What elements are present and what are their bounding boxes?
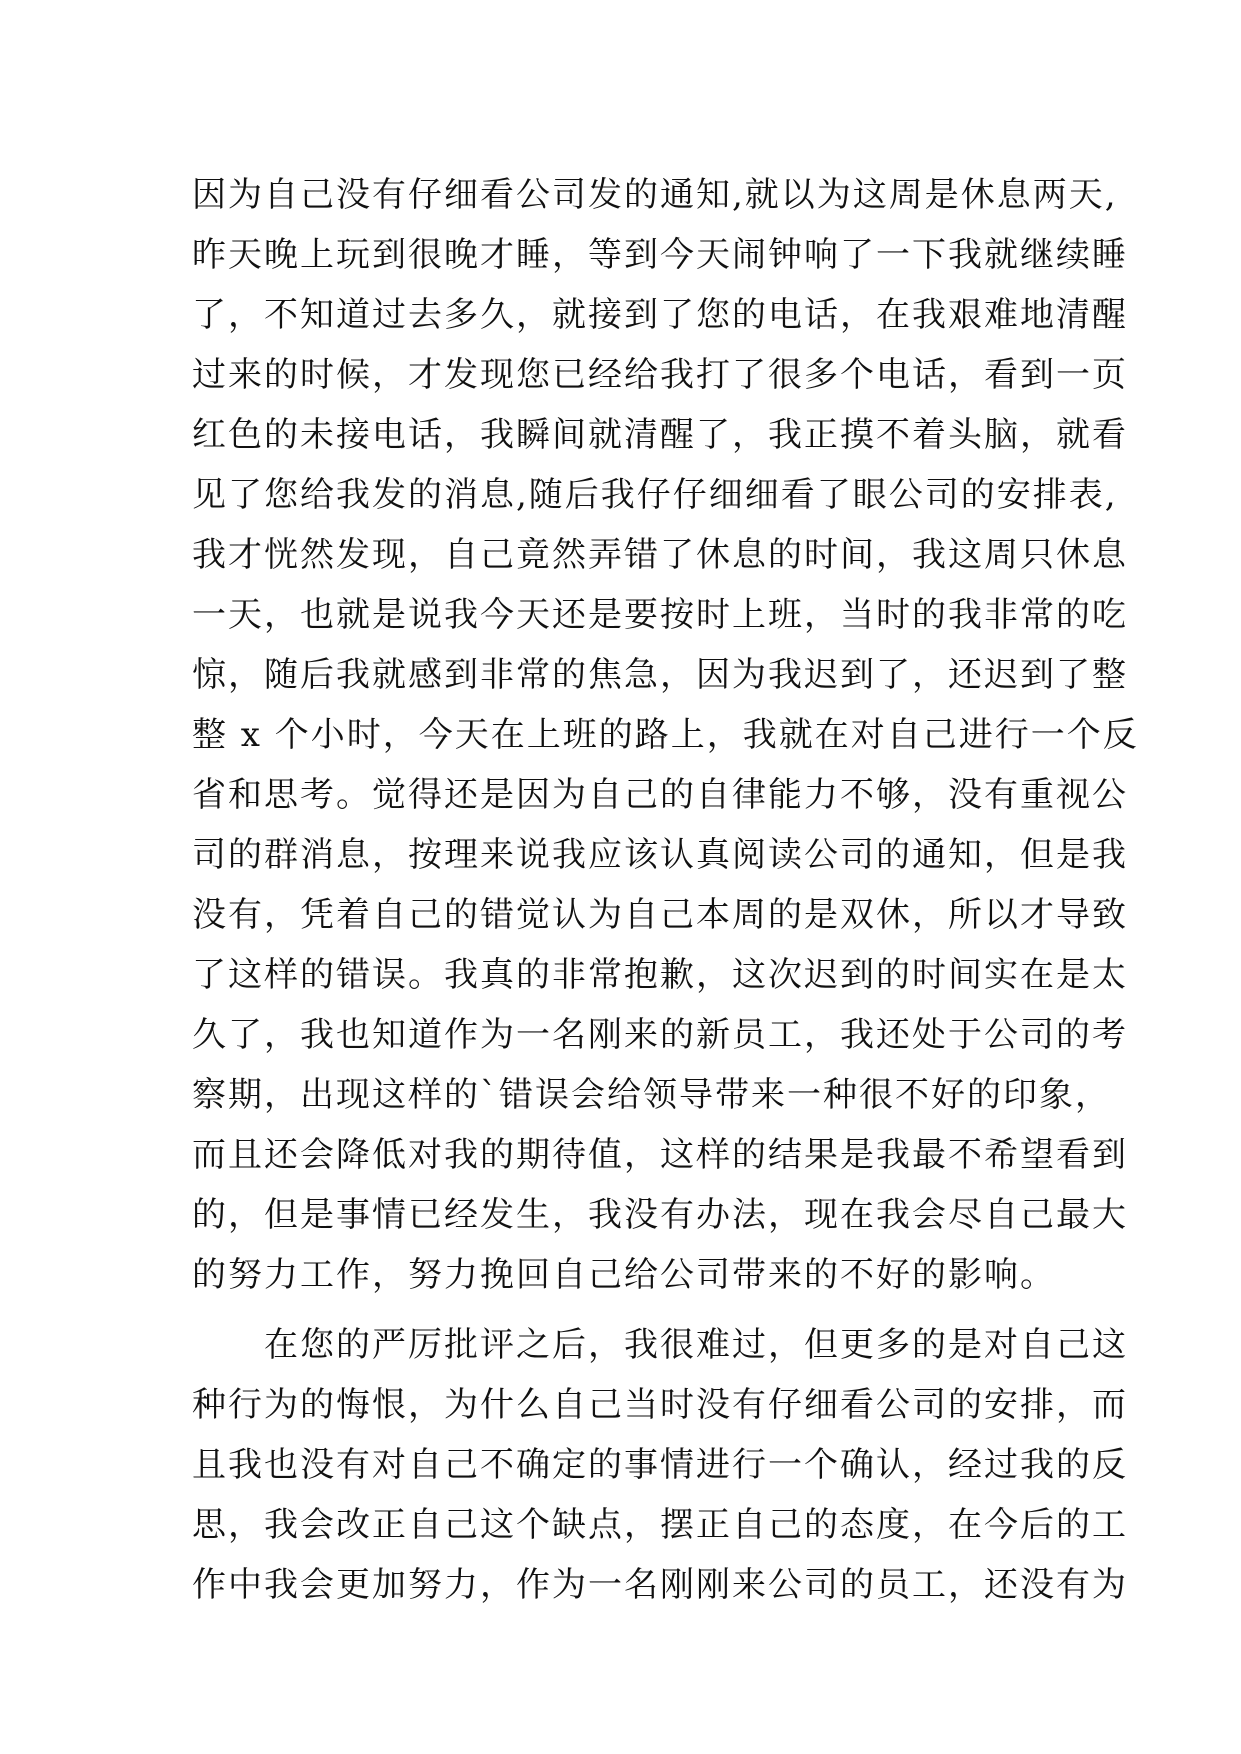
paragraph-2	[192, 1315, 1128, 1615]
text-line: 思，我会改正自己这个缺点，摆正自己的态度，在今后的工	[192, 1505, 1128, 1545]
text-line: 一天，也就是说我今天还是要按时上班，当时的我非常的吃	[192, 595, 1128, 635]
text-line: 在您的严厉批评之后，我很难过，但更多的是对自己这	[192, 1325, 1128, 1365]
text-line: 而且还会降低对我的期待值，这样的结果是我最不希望看到	[192, 1135, 1128, 1175]
body-text	[192, 165, 1139, 1615]
text-line: 红色的未接电话，我瞬间就清醒了，我正摸不着头脑，就看	[192, 415, 1128, 455]
paragraph-1	[192, 165, 1139, 1305]
text-line: 且我也没有对自己不确定的事情进行一个确认，经过我的反	[192, 1445, 1128, 1485]
text-line: 我才恍然发现，自己竟然弄错了休息的时间，我这周只休息	[192, 535, 1128, 575]
text-line: 察期，出现这样的`错误会给领导带来一种很不好的印象，	[192, 1075, 1111, 1115]
text-line: 过来的时候，才发现您已经给我打了很多个电话，看到一页	[192, 355, 1128, 395]
text-line: 作中我会更加努力，作为一名刚刚来公司的员工，还没有为	[192, 1565, 1128, 1605]
text-line: 没有，凭着自己的错觉认为自己本周的是双休，所以才导致	[192, 895, 1128, 935]
text-line: 见了您给我发的消息,随后我仔仔细细看了眼公司的安排表,	[192, 475, 1118, 515]
text-line: 整 x 个小时，今天在上班的路上，我就在对自己进行一个反	[192, 715, 1139, 755]
text-line: 了，不知道过去多久，就接到了您的电话，在我艰难地清醒	[192, 295, 1128, 335]
text-line: 的，但是事情已经发生，我没有办法，现在我会尽自己最大	[192, 1195, 1128, 1235]
text-line: 因为自己没有仔细看公司发的通知,就以为这周是休息两天,	[192, 175, 1118, 215]
text-line: 省和思考。觉得还是因为自己的自律能力不够，没有重视公	[192, 775, 1128, 815]
text-line: 了这样的错误。我真的非常抱歉，这次迟到的时间实在是太	[192, 955, 1128, 995]
text-line: 昨天晚上玩到很晚才睡，等到今天闹钟响了一下我就继续睡	[192, 235, 1128, 275]
paragraph-spacer	[192, 1305, 1092, 1315]
text-line: 的努力工作，努力挽回自己给公司带来的不好的影响。	[192, 1255, 1056, 1295]
text-line: 久了，我也知道作为一名刚来的新员工，我还处于公司的考	[192, 1015, 1128, 1055]
text-line: 司的群消息，按理来说我应该认真阅读公司的通知，但是我	[192, 835, 1128, 875]
text-line: 种行为的悔恨，为什么自己当时没有仔细看公司的安排，而	[192, 1385, 1128, 1425]
text-line: 惊，随后我就感到非常的焦急，因为我迟到了，还迟到了整	[192, 655, 1128, 695]
